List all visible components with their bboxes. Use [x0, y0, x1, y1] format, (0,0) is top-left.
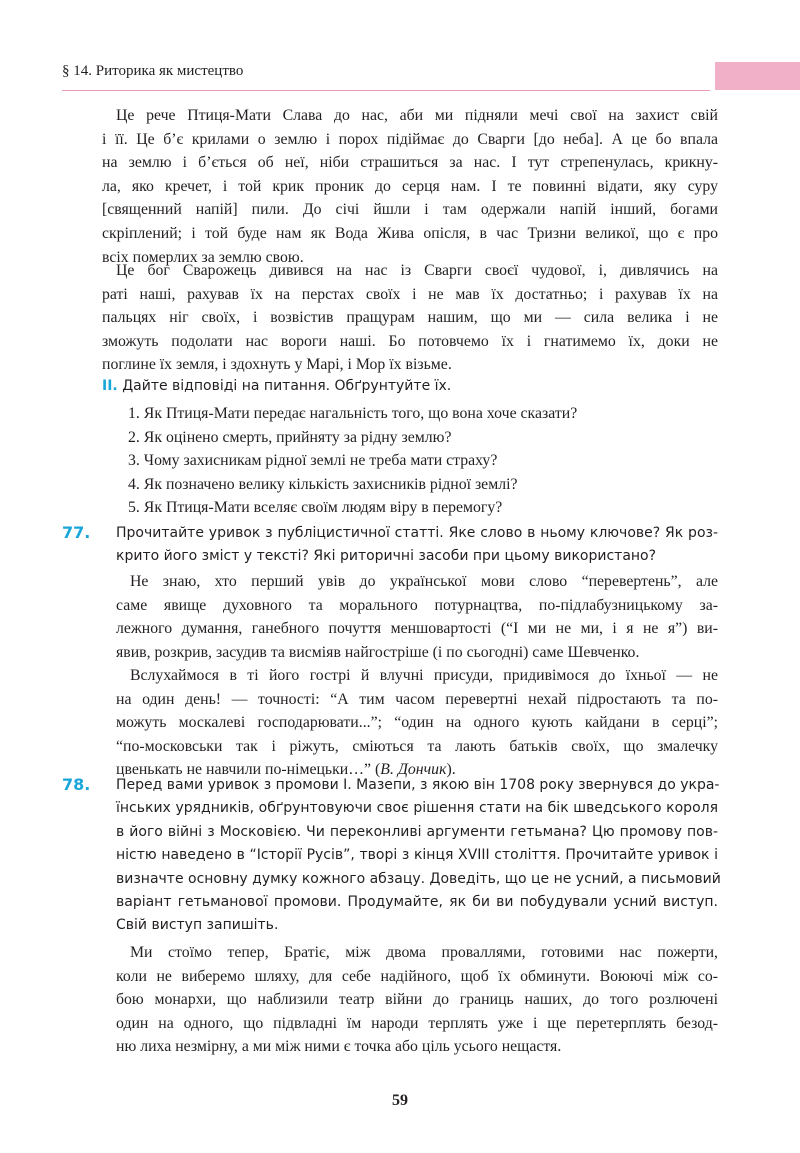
section-header: § 14. Риторика як мистецтво: [62, 63, 244, 79]
text-line: лежного думання, ганебного почуття меншовартості (“І ми не ми, і я не я”) ви-: [116, 620, 718, 638]
passage-1: [102, 104, 718, 269]
text-line: саме явище духовного та морального потурнацтва, по-підлабузницькому за-: [116, 596, 718, 614]
text-line: коли не виберемо шляху, для себе надійного, щоб їх обминути. Воюючі між со-: [116, 967, 718, 985]
text-line: раті наші, рахував їх на перстах своїх і не мав їх достатньо; і рахував їх на: [102, 285, 718, 303]
header-tab-decoration: [715, 62, 800, 90]
task-line: Свій виступ запишіть.: [116, 917, 279, 934]
text-line: один на одного, що підвладні їм народи терплять уже і ще перетерплять безод-: [116, 1014, 718, 1032]
page-number: 59: [392, 1092, 408, 1109]
text-line: Ми стоїмо тепер, Братіє, між двома проваллями, готовими нас пожерти,: [130, 944, 718, 961]
question-item: 5. Як Птиця-Мати вселяє своїм людям віру в перемогу?: [128, 499, 503, 517]
text-line: Вслухаймося в ті його гострі й влучні присуди, придивімося до їхньої — не: [130, 667, 718, 684]
question-item: 3. Чому захисникам рідної землі не треба мати страху?: [128, 452, 498, 470]
text-line: зможуть подолати нас вороги наші. Бо потовчемо їх і гнатимемо їх, доки не: [102, 332, 718, 350]
exercise-77-para-2: [116, 664, 718, 782]
text-line: Це бог Сварожець дивився на нас із Сварги своєї чудової, і, дивлячись на: [116, 262, 718, 279]
text-line: пальцях ніг своїх, і возвістив пращурам нашим, що ми — сила велика і не: [102, 309, 718, 327]
task-line: Прочитайте уривок з публіцистичної статті. Яке слово в ньому ключове? Як роз-: [116, 525, 718, 541]
text-line: явив, розкрив, засудив та висміяв найгостріше (і по сьогодні) саме Шевченко.: [116, 643, 640, 661]
text-line: “по-московськи так і ріжуть, сміються та лають батьків своїх, що змалечку: [116, 737, 718, 755]
task-2-text: Дайте відповіді на питання. Обґрунтуйте їх.: [122, 378, 452, 394]
question-item: 4. Як позначено велику кількість захисників рідної землі?: [128, 475, 518, 493]
text-line: ню лиха незмірну, а ми між ними є точка або ціль усього нещастя.: [116, 1038, 562, 1056]
text-line: Це рече Птиця-Мати Слава до нас, аби ми підняли мечі свої на захист свій: [116, 107, 718, 124]
question-item: 2. Як оцінено смерть, прийняту за рідну землю?: [128, 428, 452, 446]
question-item: 1. Як Птиця-Мати передає нагальність того, що вона хоче сказати?: [128, 405, 578, 422]
text-line: можуть москалеві господарювати...”; “один на одного кують кайдани в серці”;: [116, 714, 718, 732]
questions-list: [128, 402, 718, 520]
task-line: варіант гетьманової промови. Продумайте, як би ви побудували усний виступ.: [116, 894, 718, 911]
text-line: на один день! — точності: “А тим часом перевертні нехай підростають та по-: [116, 690, 718, 708]
exercise-77-task: [116, 522, 718, 569]
author-name: В. Дончик: [380, 761, 447, 779]
task-2-roman: ІІ.: [102, 378, 118, 394]
text-line: і її. Це б’є крилами о землю і порох підіймає до Сварги [до неба]. А це бо впала: [102, 130, 718, 148]
task-line: ністю наведено в “Історії Русів”, творі з кінця XVIII століття. Прочитайте уривок і: [116, 847, 718, 864]
exercise-77-para-1: [116, 570, 718, 664]
text-line: [священний напій] пили. До січі йшли і там одержали напій інший, богами: [102, 201, 718, 219]
exercise-77-number: 77.: [62, 523, 91, 542]
text-line: на землю і б’ється об неї, ніби страшиться за нас. І тут стрепенулась, крикну-: [102, 154, 718, 172]
text-line: бою монархи, що наблизили театр війни до границь наших, до того розлючені: [116, 991, 718, 1009]
text-line: поглине їх земля, і здохнуть у Марі, і Мор їх візьме.: [102, 356, 452, 374]
task-line: в його війні з Московією. Чи переконливі аргументи гетьмана? Цю промову пов-: [116, 823, 718, 840]
exercise-78-task: [116, 774, 721, 938]
task-line: Перед вами уривок з промови І. Мазепи, з якою він 1708 року звернувся до укра-: [116, 777, 720, 793]
exercise-78-number: 78.: [62, 775, 91, 794]
passage-2: [102, 259, 718, 377]
text-line: скріплений; і той буде нам як Вода Жива опісля, в час Тризни великої, що є про: [102, 224, 718, 242]
header-rule: [62, 90, 710, 91]
text-line: цвенькать не навчили по-німецьки…” (В. Дончик).: [116, 761, 456, 779]
task-2-heading: [102, 375, 451, 398]
text-line: Не знаю, хто перший увів до української мови слово “перевертень”, але: [130, 573, 718, 590]
task-line: їнських урядників, обґрунтовуючи своє рішення стати на бік шведського короля: [116, 800, 718, 817]
exercise-78-passage: [116, 941, 718, 1059]
task-line: визначте основну думку кожного абзацу. Доведіть, що це не усний, а письмовий: [116, 870, 721, 887]
quote-end: цвенькать не навчили по-німецьки…”: [116, 761, 372, 779]
text-line: ла, яко кречет, і той крик проник до серця нам. І те повинні відати, яку суру: [102, 177, 718, 195]
text-line: всіх померлих за землю свою.: [102, 248, 304, 266]
task-line: крито його зміст у тексті? Які риторичні засоби при цьому використано?: [116, 548, 657, 565]
